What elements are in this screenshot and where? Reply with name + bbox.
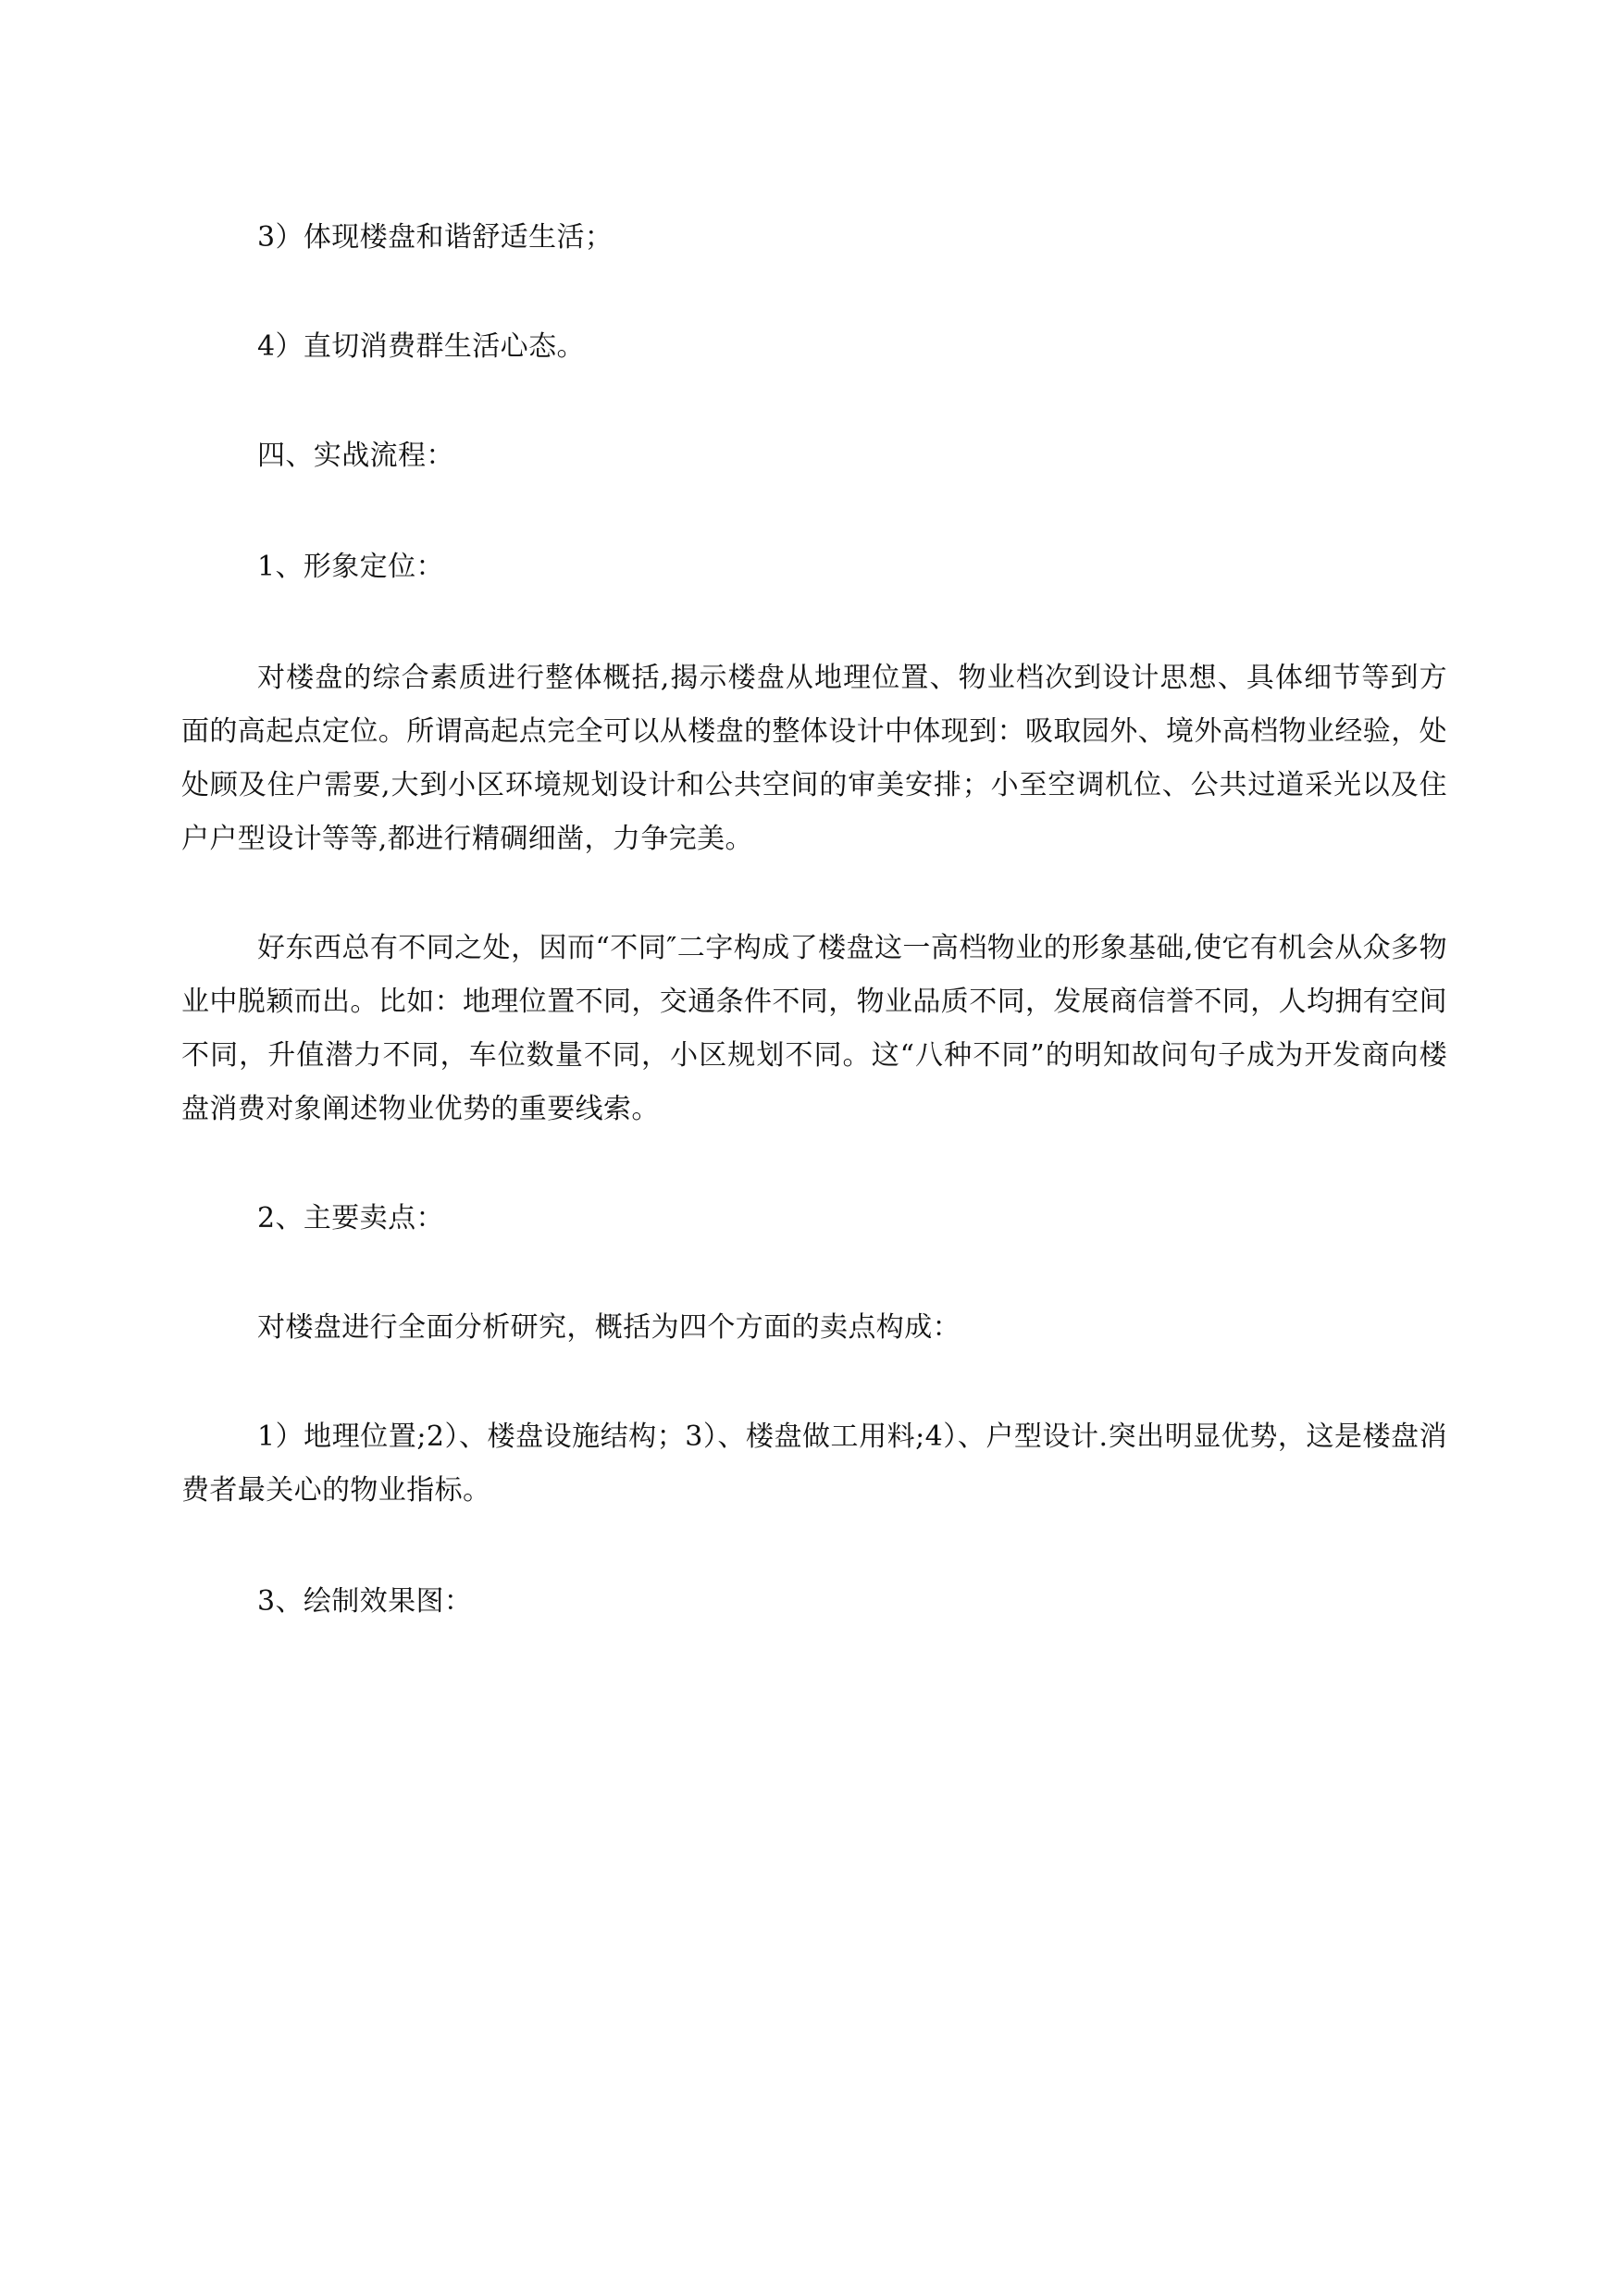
subsection-heading-3: 3、绘制效果图：	[257, 1585, 473, 1618]
document-body	[181, 211, 1447, 1629]
body-paragraph: 好东西总有不同之处，因而“不同″二字构成了楼盘这一高档物业的形象基础,使它有机会从众多物业中脱颖而出。比如：地理位置不同，交通条件不同，物业品质不同，发展商信誉不同，人均拥有空间不同，升值潜力不同，车位数量不同，小区规划不同。这“八种不同”的明知故问句子成为开发商向楼盘消费对象阐述物业优势的重要线索。	[181, 932, 1447, 1125]
body-paragraph: 1）地理位置;2）、楼盘设施结构；3）、楼盘做工用料;4）、户型设计.突出明显优势，这是楼盘消费者最关心的物业指标。	[181, 1420, 1447, 1507]
list-item-3: 3）体现楼盘和谐舒适生活；	[257, 221, 614, 254]
body-paragraph: 对楼盘的综合素质进行整体概括,揭示楼盘从地理位置、物业档次到设计思想、具体细节等到方面的高起点定位。所谓高起点完全可以从楼盘的整体设计中体现到：吸取园外、境外高档物业经验，处处顾及住户需要,大到小区环境规划设计和公共空间的审美安排；小至空调机位、公共过道采光以及住户户型设计等等,都进行精碉细凿，力争完美。	[181, 662, 1447, 855]
list-item-4: 4）直切消费群生活心态。	[257, 330, 585, 363]
body-paragraph: 对楼盘进行全面分析研究，概括为四个方面的卖点构成：	[257, 1311, 961, 1344]
subsection-heading-2: 2、主要卖点：	[257, 1202, 444, 1234]
subsection-heading-1: 1、形象定位：	[257, 551, 444, 583]
section-heading: 四、实战流程：	[257, 440, 454, 472]
